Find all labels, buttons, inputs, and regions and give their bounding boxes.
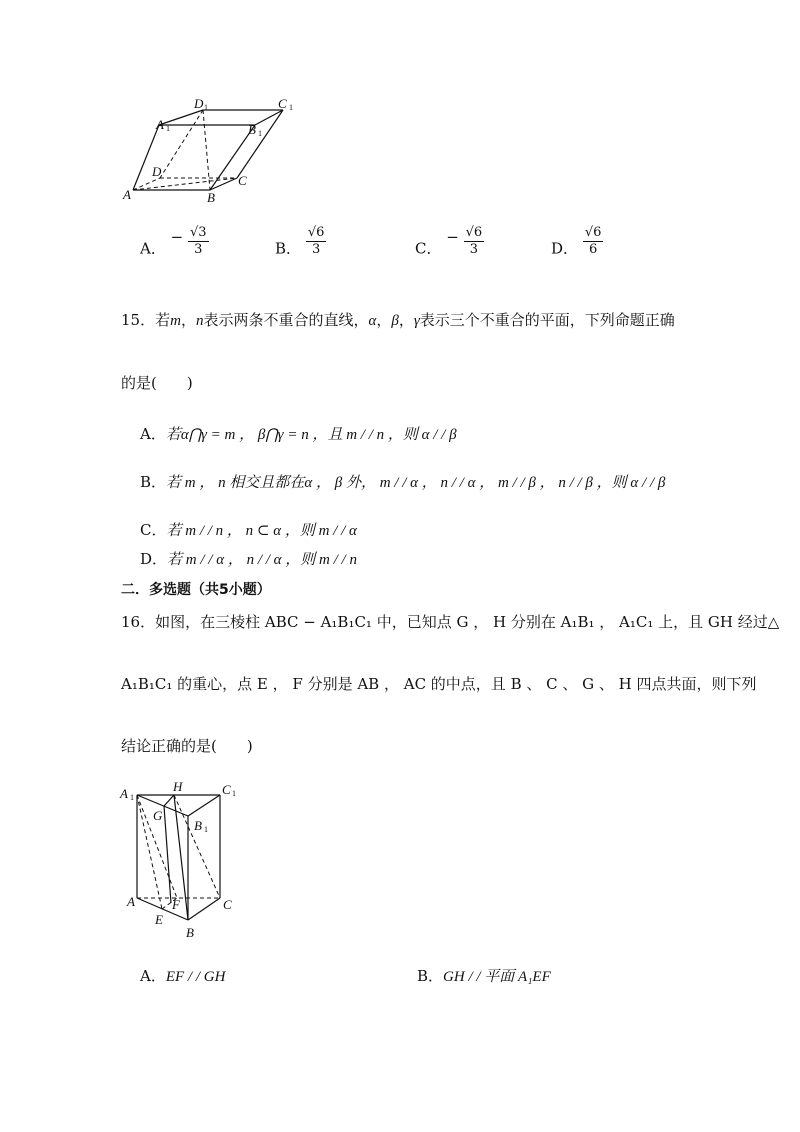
label-H: H xyxy=(173,779,183,794)
fraction: $\frac{√6}{6}$ xyxy=(584,225,602,257)
label-C: C xyxy=(238,173,247,188)
q16-option-a: A．EF / / GH xyxy=(140,967,226,985)
svg-text:1: 1 xyxy=(204,103,208,112)
svg-text:1: 1 xyxy=(130,793,134,802)
fraction: $\frac{√3}{3}$ xyxy=(189,225,207,257)
q16-stem-line3: 结论正确的是( ) xyxy=(121,737,253,755)
svg-text:1: 1 xyxy=(166,124,170,133)
figure-parallelepiped xyxy=(115,95,305,210)
q16-stem-line1: 16．如图，在三棱柱 ABC − A₁B₁C₁ 中，已知点 G ， H 分别在 A₁B₁ ， A₁C₁ 上，且 GH 经过△ xyxy=(121,613,780,631)
label-C: C xyxy=(223,897,232,912)
label-A1: A xyxy=(120,786,128,801)
q14-option-b: B． $\frac{√6}{3}$ xyxy=(275,225,325,258)
fraction: $\frac{√6}{3}$ xyxy=(465,225,483,257)
label-E: E xyxy=(155,912,163,927)
q16-option-b: B．GH / / 平面 A₁EF xyxy=(417,967,551,985)
q15-option-d: D．若 m / / α ， n / / α ，则 m / / n xyxy=(140,550,357,568)
section-heading: 二．多选题（共5小题） xyxy=(121,582,271,598)
svg-text:1: 1 xyxy=(232,789,236,798)
q15-stem-line2: 的是( ) xyxy=(121,374,193,392)
label-A: A xyxy=(123,187,131,202)
q15-option-c: C．若 m / / n ， n ⊂ α ，则 m / / α xyxy=(140,521,357,539)
label-B1: B xyxy=(248,122,256,137)
q16-stem-line2: A₁B₁C₁ 的重心，点 E ， F 分别是 AB ， AC 的中点，且 B 、 C 、 G 、 H 四点共面，则下列 xyxy=(121,675,757,693)
q15-option-a: A．若α⋂γ = m ， β⋂γ = n ，且 m / / n ，则 α / / β xyxy=(140,425,457,443)
label-B1: B xyxy=(194,818,202,833)
figure-triangular-prism xyxy=(115,778,245,943)
svg-text:1: 1 xyxy=(289,103,293,112)
label-D: D xyxy=(152,164,162,179)
q14-option-a: A． − $\frac{√3}{3}$ xyxy=(140,225,207,258)
svg-text:1: 1 xyxy=(258,129,262,138)
svg-text:1: 1 xyxy=(204,825,208,834)
label-B: B xyxy=(207,190,215,205)
label-G: G xyxy=(153,808,163,823)
label-F: F xyxy=(172,897,180,912)
fraction: $\frac{√6}{3}$ xyxy=(307,225,325,257)
label-D1: D xyxy=(194,96,204,111)
label-C1: C xyxy=(278,96,287,111)
q14-option-c: C． − $\frac{√6}{3}$ xyxy=(415,225,483,258)
label-A1: A xyxy=(156,117,164,132)
q15-option-b: B．若 m ， n 相交且都在α ， β 外， m / / α ， n / / α ， m / / β ， n / / β ，则 α / / β xyxy=(140,473,666,491)
q14-option-d: D． $\frac{√6}{6}$ xyxy=(551,225,602,258)
label-B: B xyxy=(186,925,194,940)
label-A: A xyxy=(127,894,135,909)
label-C1: C xyxy=(222,782,231,797)
q15-stem-line1: 15．若m，n表示两条不重合的直线，α，β，γ表示三个不重合的平面，下列命题正确 xyxy=(121,311,675,329)
